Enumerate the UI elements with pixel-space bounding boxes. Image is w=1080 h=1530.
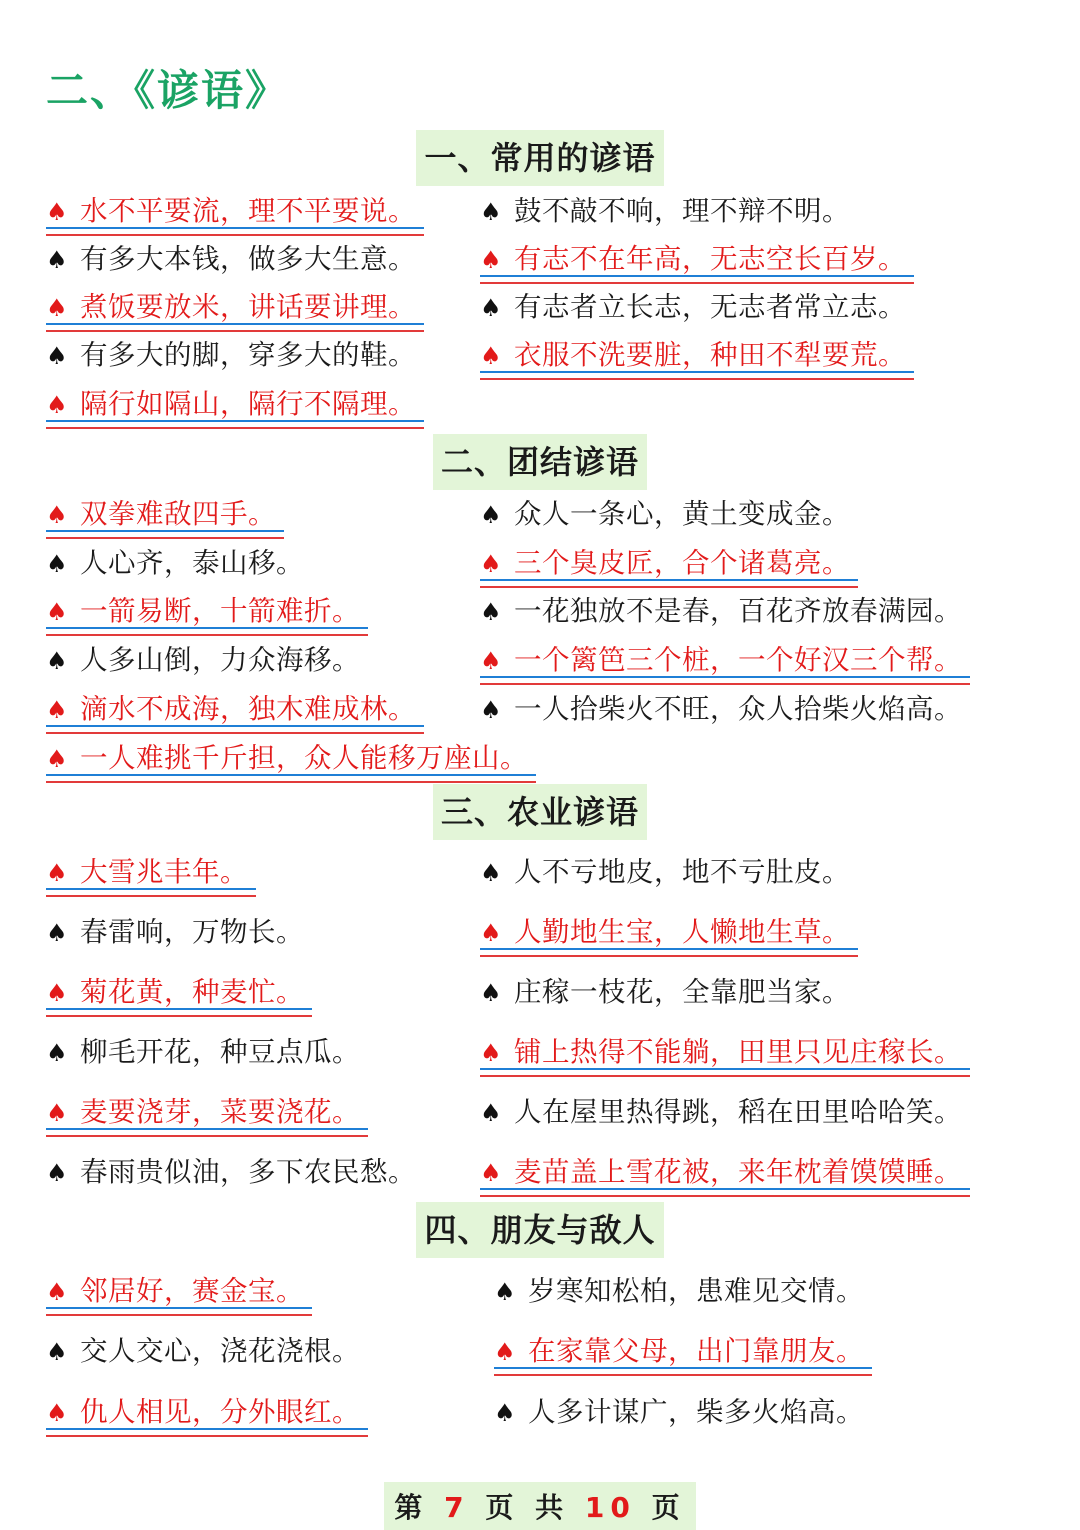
proverb-item: ♠ 人心齐，泰山移。 [46, 540, 304, 586]
total-pages-number: 10 [584, 1491, 636, 1524]
spade-icon: ♠ [480, 1159, 503, 1187]
proverb-item: ♠ 隔行如隔山，隔行不隔理。 [46, 381, 424, 427]
proverb-item: ♠ 一个篱笆三个桩，一个好汉三个帮。 [480, 637, 970, 683]
proverb-item: ♠ 柳毛开花，种豆点瓜。 [46, 1029, 360, 1075]
spade-icon: ♠ [46, 919, 69, 947]
proverb-item: ♠ 铺上热得不能躺，田里只见庄稼长。 [480, 1029, 970, 1075]
proverb-item: ♠ 春雷响，万物长。 [46, 909, 304, 955]
spade-icon: ♠ [494, 1399, 517, 1427]
spade-icon: ♠ [46, 1039, 69, 1067]
proverb-item: ♠ 麦苗盖上雪花被，来年枕着馍馍睡。 [480, 1149, 970, 1195]
spade-icon: ♠ [494, 1278, 517, 1306]
proverb-item: ♠ 麦要浇芽，菜要浇花。 [46, 1089, 368, 1135]
proverb-item: ♠ 春雨贵似油，多下农民愁。 [46, 1149, 416, 1195]
proverb-item: ♠ 一人拾柴火不旺，众人拾柴火焰高。 [480, 686, 962, 732]
proverb-item: ♠ 有志者立长志，无志者常立志。 [480, 284, 906, 330]
proverb-item: ♠ 一人难挑千斤担，众人能移万座山。 [46, 735, 536, 781]
proverb-item: ♠ 鼓不敲不响，理不辩不明。 [480, 188, 850, 234]
proverb-item: ♠ 衣服不洗要脏，种田不犁要荒。 [480, 332, 914, 378]
spade-icon: ♠ [46, 745, 69, 773]
spade-icon: ♠ [480, 501, 503, 529]
proverb-item: ♠ 煮饭要放米，讲话要讲理。 [46, 284, 424, 330]
proverb-item: ♠ 人不亏地皮，地不亏肚皮。 [480, 849, 850, 895]
spade-icon: ♠ [46, 598, 69, 626]
proverb-item: ♠ 人在屋里热得跳，稻在田里哈哈笑。 [480, 1089, 962, 1135]
footer-suffix: 页 [651, 1491, 686, 1524]
main-title: 二、《谚语》 [46, 66, 290, 115]
section-heading-agriculture: 三、农业谚语 [0, 784, 1080, 840]
spade-icon: ♠ [46, 1399, 69, 1427]
spade-icon: ♠ [480, 550, 503, 578]
proverb-item: ♠ 菊花黄，种麦忙。 [46, 969, 312, 1015]
page-footer [0, 1482, 1080, 1530]
proverb-item: ♠ 庄稼一枝花，全靠肥当家。 [480, 969, 850, 1015]
spade-icon: ♠ [480, 696, 503, 724]
spade-icon: ♠ [46, 246, 69, 274]
spade-icon: ♠ [46, 342, 69, 370]
proverb-item: ♠ 众人一条心，黄土变成金。 [480, 491, 850, 537]
proverb-item: ♠ 有多大本钱，做多大生意。 [46, 236, 416, 282]
current-page-number: 7 [444, 1491, 470, 1524]
section-heading-friends-enemies: 四、朋友与敌人 [0, 1202, 1080, 1258]
proverb-item: ♠ 滴水不成海，独木难成林。 [46, 686, 424, 732]
section-heading-unity: 二、团结谚语 [0, 434, 1080, 490]
proverb-item: ♠ 有多大的脚，穿多大的鞋。 [46, 332, 416, 378]
spade-icon: ♠ [480, 979, 503, 1007]
spade-icon: ♠ [46, 391, 69, 419]
spade-icon: ♠ [480, 198, 503, 226]
proverb-item: ♠ 在家靠父母，出门靠朋友。 [494, 1328, 872, 1374]
spade-icon: ♠ [46, 1338, 69, 1366]
proverb-item: ♠ 水不平要流，理不平要说。 [46, 188, 424, 234]
proverb-item: ♠ 有志不在年高，无志空长百岁。 [480, 236, 914, 282]
proverb-item: ♠ 一箭易断，十箭难折。 [46, 588, 368, 634]
proverb-item: ♠ 人多山倒，力众海移。 [46, 637, 360, 683]
spade-icon: ♠ [46, 1099, 69, 1127]
footer-prefix: 第 [394, 1491, 429, 1524]
spade-icon: ♠ [480, 919, 503, 947]
proverb-item: ♠ 三个臭皮匠，合个诸葛亮。 [480, 540, 858, 586]
proverb-item: ♠ 邻居好，赛金宝。 [46, 1268, 312, 1314]
spade-icon: ♠ [494, 1338, 517, 1366]
section-heading-common: 一、常用的谚语 [0, 130, 1080, 186]
spade-icon: ♠ [480, 294, 503, 322]
spade-icon: ♠ [46, 1159, 69, 1187]
spade-icon: ♠ [480, 1039, 503, 1067]
proverb-item: ♠ 交人交心，浇花浇根。 [46, 1328, 360, 1374]
footer-middle: 页 共 [485, 1491, 570, 1524]
proverb-item: ♠ 仇人相见，分外眼红。 [46, 1389, 368, 1435]
proverb-item: ♠ 双拳难敌四手。 [46, 491, 284, 537]
spade-icon: ♠ [46, 198, 69, 226]
proverb-item: ♠ 岁寒知松柏，患难见交情。 [494, 1268, 864, 1314]
spade-icon: ♠ [480, 859, 503, 887]
spade-icon: ♠ [46, 859, 69, 887]
spade-icon: ♠ [480, 1099, 503, 1127]
spade-icon: ♠ [46, 979, 69, 1007]
spade-icon: ♠ [480, 342, 503, 370]
spade-icon: ♠ [46, 501, 69, 529]
spade-icon: ♠ [480, 598, 503, 626]
spade-icon: ♠ [46, 647, 69, 675]
proverb-item: ♠ 人多计谋广，柴多火焰高。 [494, 1389, 864, 1435]
spade-icon: ♠ [46, 294, 69, 322]
spade-icon: ♠ [480, 246, 503, 274]
proverb-item: ♠ 一花独放不是春，百花齐放春满园。 [480, 588, 962, 634]
spade-icon: ♠ [46, 550, 69, 578]
spade-icon: ♠ [480, 647, 503, 675]
proverb-item: ♠ 大雪兆丰年。 [46, 849, 256, 895]
proverb-item: ♠ 人勤地生宝，人懒地生草。 [480, 909, 858, 955]
spade-icon: ♠ [46, 1278, 69, 1306]
spade-icon: ♠ [46, 696, 69, 724]
